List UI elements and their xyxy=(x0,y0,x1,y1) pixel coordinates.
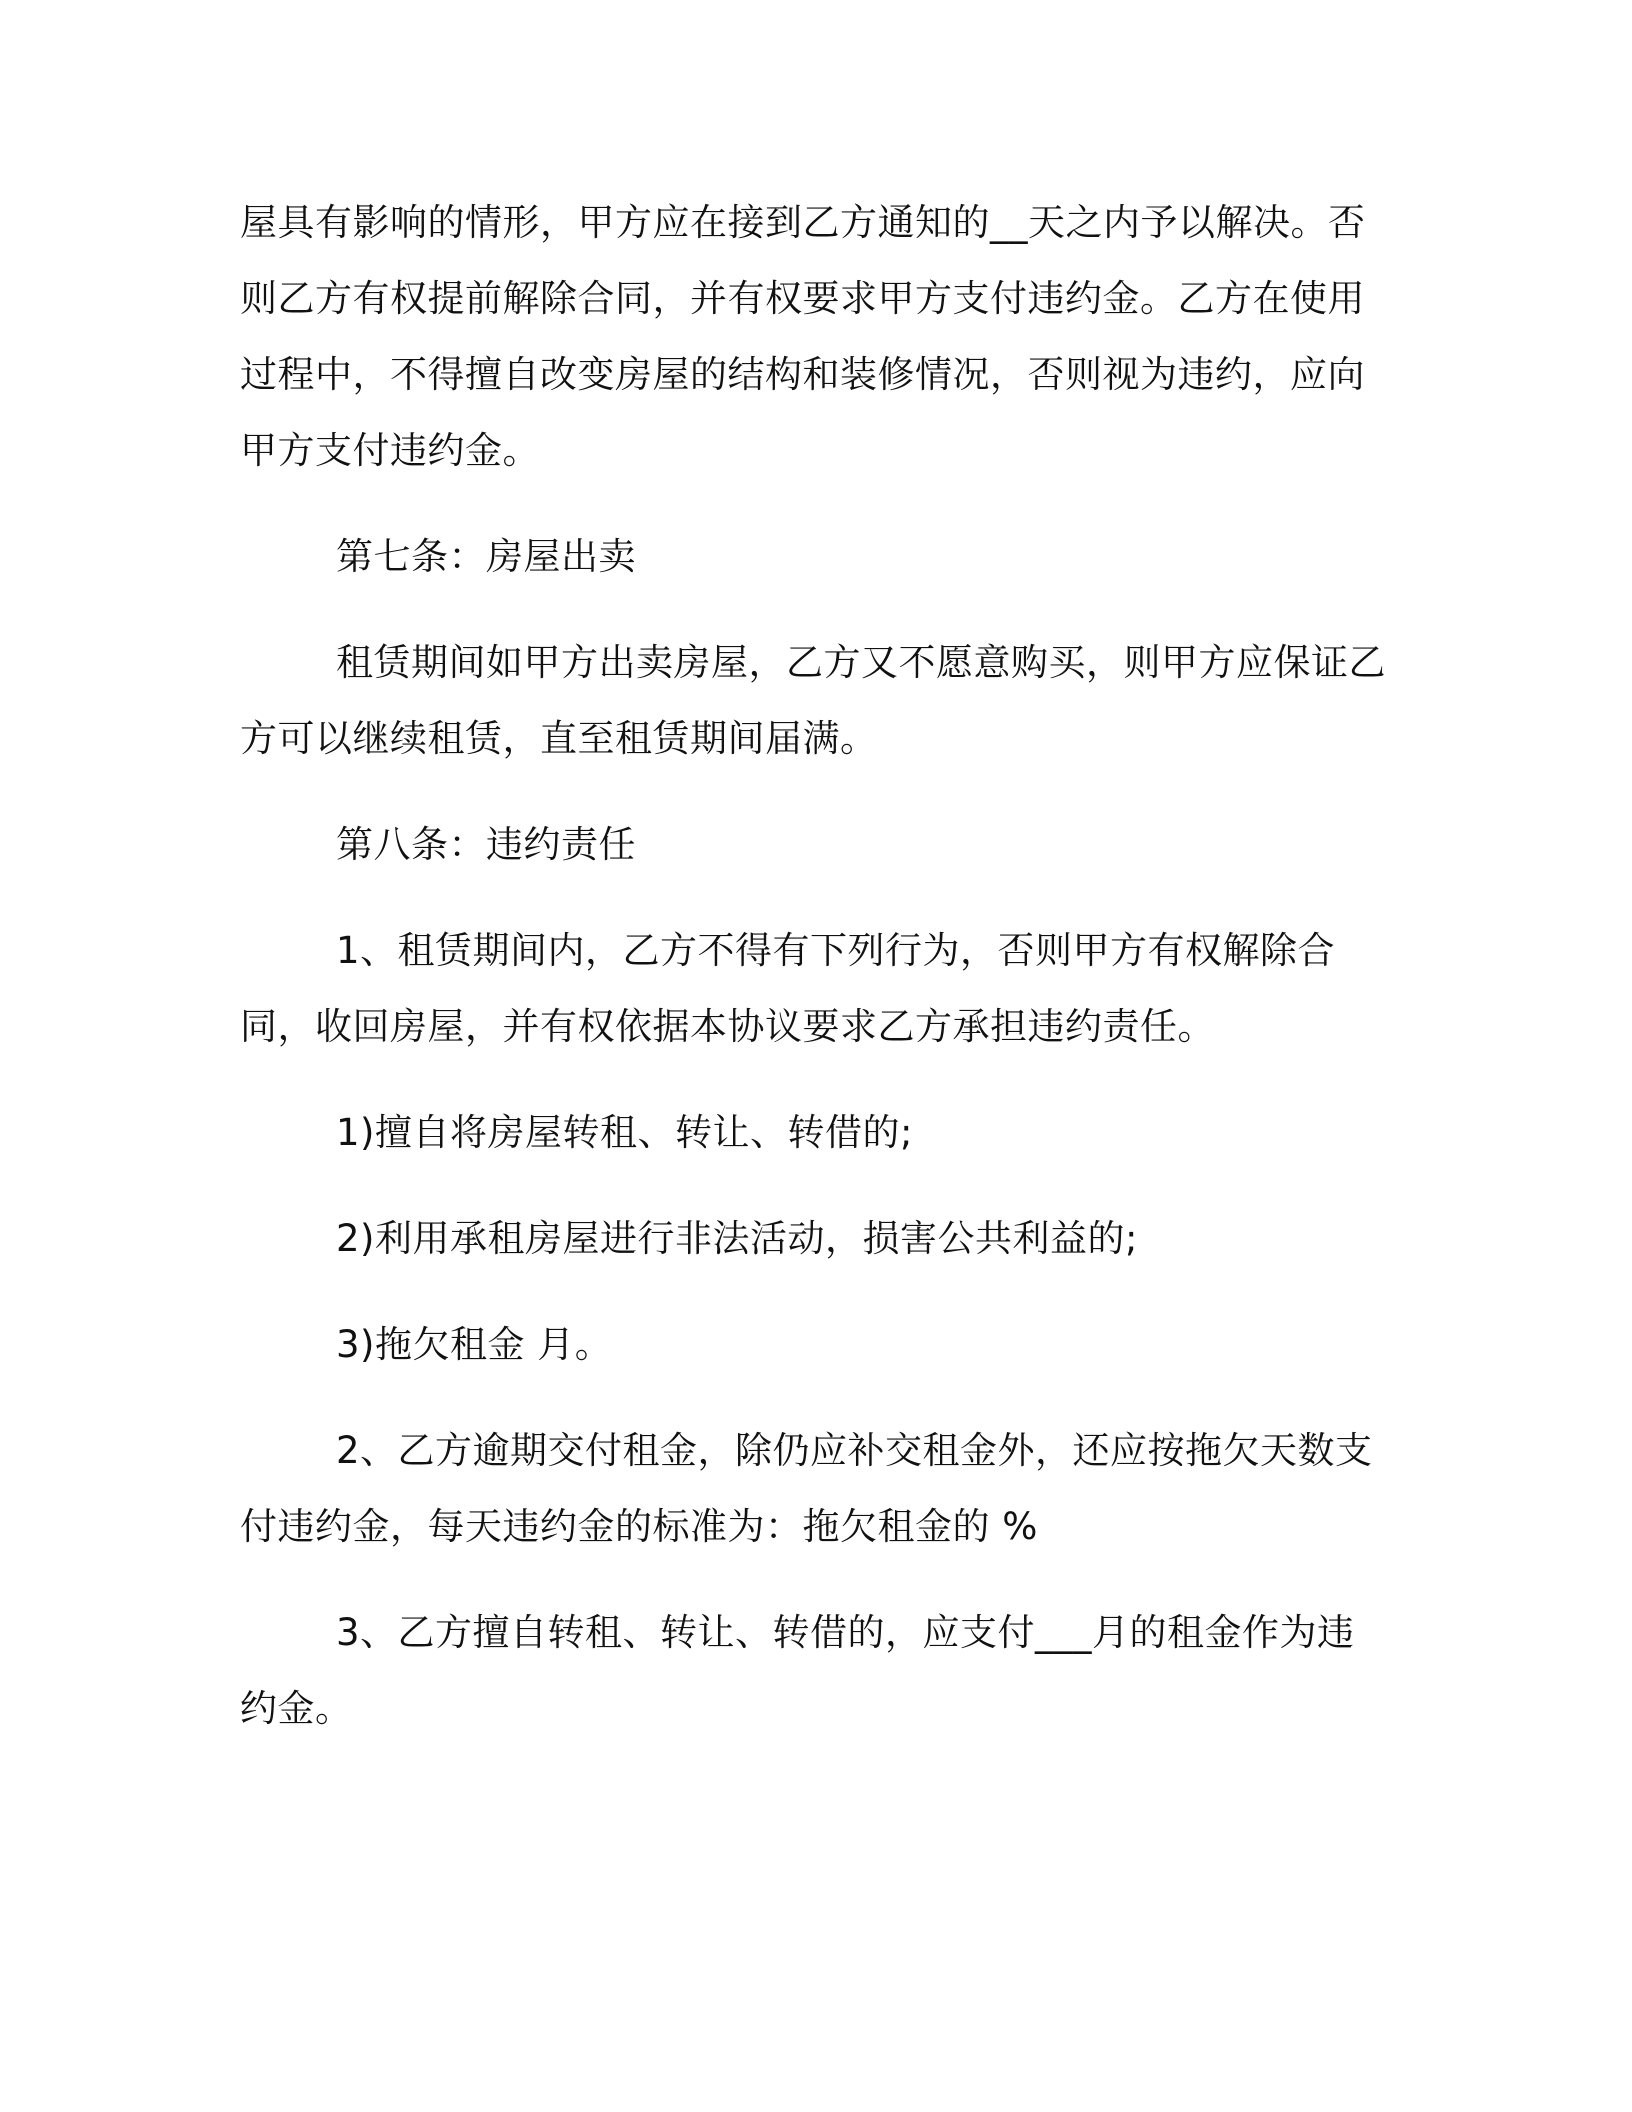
paragraph-breach-3: 3、乙方擅自转租、转让、转借的，应支付___月的租金作为违约金。 xyxy=(240,1611,1355,1730)
paragraph-breach-1: 1、租赁期间内，乙方不得有下列行为，否则甲方有权解除合同，收回房屋，并有权依据本协议要求乙方承担违约责任。 xyxy=(240,929,1336,1048)
list-item-rent-arrears: 3)拖欠租金 月。 xyxy=(336,1323,613,1366)
paragraph-repair-obligation: 屋具有影响的情形，甲方应在接到乙方通知的__天之内予以解决。否则乙方有权提前解除合同，并有权要求甲方支付违约金。乙方在使用过程中，不得擅自改变房屋的结构和装修情况，否则视为违约，应向甲方支付违约金。 xyxy=(240,201,1366,472)
heading-article-7: 第七条：房屋出卖 xyxy=(336,535,636,578)
list-item-sublet: 1)擅自将房屋转租、转让、转借的; xyxy=(336,1111,913,1154)
list-item-illegal-use: 2)利用承租房屋进行非法活动，损害公共利益的; xyxy=(336,1217,1138,1260)
paragraph-breach-2: 2、乙方逾期交付租金，除仍应补交租金外，还应按拖欠天数支付违约金，每天违约金的标准为：拖欠租金的 % xyxy=(240,1429,1373,1548)
paragraph-house-sale: 租赁期间如甲方出卖房屋，乙方又不愿意购买，则甲方应保证乙方可以继续租赁，直至租赁期间届满。 xyxy=(240,641,1386,760)
heading-article-8: 第八条：违约责任 xyxy=(336,823,636,866)
document-body xyxy=(240,185,1390,1777)
